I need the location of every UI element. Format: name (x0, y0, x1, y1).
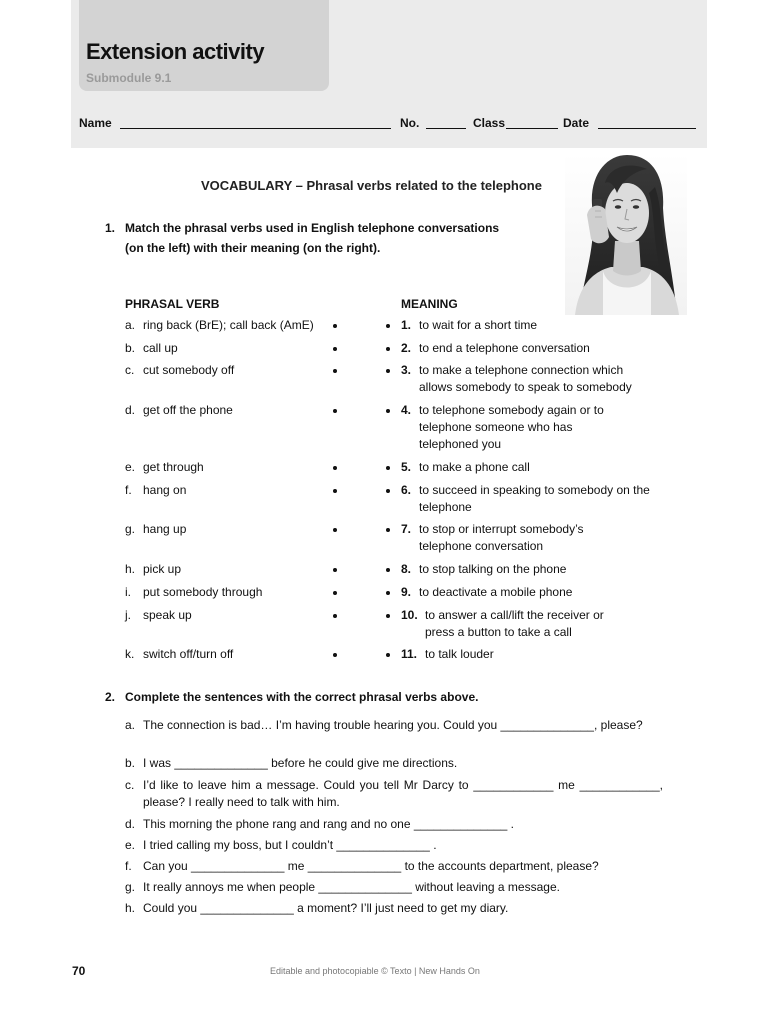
item-letter: f. (125, 859, 132, 873)
match-dot-right[interactable] (386, 489, 390, 493)
match-dot-right[interactable] (386, 466, 390, 470)
match-dot-right[interactable] (386, 614, 390, 618)
phrasal-verb-text: call up (143, 341, 178, 355)
meaning-text: to telephone somebody again or to telephone someone who has telephoned you (419, 403, 604, 451)
exercise-2-instruction (105, 687, 479, 707)
phrasal-verb-text: ring back (BrE); call back (AmE) (143, 318, 314, 332)
sentence-text: This morning the phone rang and rang and no one ______________ . (143, 817, 514, 831)
item-letter: j. (125, 608, 131, 622)
match-dot-left[interactable] (333, 653, 337, 657)
meaning-number: 5. (401, 460, 412, 474)
match-dot-left[interactable] (333, 568, 337, 572)
item-letter: g. (125, 880, 136, 894)
meaning-number: 1. (401, 318, 412, 332)
class-label: Class (473, 116, 506, 130)
match-dot-right[interactable] (386, 409, 390, 413)
meaning-text: to answer a call/lift the receiver or press a button to take a call (425, 608, 604, 639)
page-number: 70 (72, 964, 86, 978)
phrasal-verb-text: get off the phone (143, 403, 233, 417)
meaning-number: 2. (401, 341, 412, 355)
date-label: Date (563, 116, 590, 130)
item-letter: g. (125, 522, 136, 536)
instruction-line: (on the left) with their meaning (on the right). (125, 241, 381, 255)
sentence-text: I was ______________ before he could give me directions. (143, 756, 458, 770)
section-title: VOCABULARY – Phrasal verbs related to the telephone (201, 178, 542, 193)
item-letter: d. (125, 403, 136, 417)
meaning-number: 8. (401, 562, 412, 576)
sentence-text: Could you ______________ a moment? I’ll just need to get my diary. (143, 901, 509, 915)
item-letter: d. (125, 817, 136, 831)
meaning-number: 6. (401, 483, 412, 497)
match-dot-right[interactable] (386, 568, 390, 572)
match-dot-right[interactable] (386, 324, 390, 328)
meaning-text: to deactivate a mobile phone (419, 585, 573, 599)
instruction-line: Complete the sentences with the correct phrasal verbs above. (125, 690, 479, 704)
meaning-text: to stop or interrupt somebody’s telephone conversation (419, 522, 584, 553)
item-letter: e. (125, 838, 136, 852)
match-dot-left[interactable] (333, 591, 337, 595)
sentence-text: It really annoys me when people ______________ without leaving a message. (143, 880, 560, 894)
meaning-heading: MEANING (401, 297, 458, 311)
item-letter: a. (125, 718, 136, 732)
phrasal-verb-text: get through (143, 460, 204, 474)
phrasal-verb-text: speak up (143, 608, 192, 622)
item-letter: f. (125, 483, 132, 497)
instruction-line: Match the phrasal verbs used in English telephone conversations (125, 221, 500, 235)
number-field[interactable] (426, 128, 466, 129)
meaning-number: 4. (401, 403, 412, 417)
item-letter: h. (125, 901, 136, 915)
woman-on-phone-photo (565, 153, 687, 315)
match-dot-right[interactable] (386, 528, 390, 532)
match-dot-left[interactable] (333, 347, 337, 351)
meaning-number: 9. (401, 585, 412, 599)
meaning-text: to stop talking on the phone (419, 562, 567, 576)
item-letter: c. (125, 778, 135, 792)
match-dot-left[interactable] (333, 489, 337, 493)
phrasal-verb-text: cut somebody off (143, 363, 235, 377)
meaning-text: to make a telephone connection which allows somebody to speak to somebody (419, 363, 632, 394)
item-letter: e. (125, 460, 136, 474)
phrasal-verb-text: hang on (143, 483, 187, 497)
sentence-text: Can you ______________ me ______________ to the accounts department, please? (143, 859, 599, 873)
page-title: Extension activity (86, 39, 265, 64)
phrasal-verb-heading: PHRASAL VERB (125, 297, 220, 311)
match-dot-right[interactable] (386, 369, 390, 373)
exercise-1-number: 1. (105, 221, 116, 235)
item-letter: h. (125, 562, 136, 576)
phrasal-verb-text: switch off/turn off (143, 647, 234, 661)
footer-copyright: Editable and photocopiable © Texto | New Hands On (270, 966, 480, 976)
name-field[interactable] (120, 128, 391, 129)
sentence-text: I’d like to leave him a message. Could you tell Mr Darcy to ____________ me ____________, please? I really need to talk with him. (143, 778, 663, 809)
meaning-text: to succeed in speaking to somebody on the telephone (419, 483, 650, 514)
date-field[interactable] (598, 128, 696, 129)
match-dot-left[interactable] (333, 528, 337, 532)
exercise-1-instruction (105, 218, 500, 258)
item-letter: b. (125, 756, 136, 770)
number-label: No. (400, 116, 420, 130)
match-dot-left[interactable] (333, 466, 337, 470)
match-dot-right[interactable] (386, 653, 390, 657)
class-field[interactable] (506, 128, 558, 129)
meaning-number: 7. (401, 522, 412, 536)
item-letter: k. (125, 647, 135, 661)
meaning-text: to make a phone call (419, 460, 530, 474)
match-dot-left[interactable] (333, 324, 337, 328)
item-letter: a. (125, 318, 136, 332)
meaning-number: 3. (401, 363, 412, 377)
item-letter: c. (125, 363, 135, 377)
item-letter: b. (125, 341, 136, 355)
meaning-text: to wait for a short time (419, 318, 538, 332)
meaning-text: to end a telephone conversation (419, 341, 590, 355)
phrasal-verb-text: put somebody through (143, 585, 263, 599)
meaning-text: to talk louder (425, 647, 494, 661)
match-dot-left[interactable] (333, 409, 337, 413)
match-dot-left[interactable] (333, 369, 337, 373)
exercise-2-number: 2. (105, 690, 116, 704)
name-label: Name (79, 116, 112, 130)
phrasal-verb-text: hang up (143, 522, 187, 536)
sentence-text: I tried calling my boss, but I couldn’t ______________ . (143, 838, 437, 852)
item-letter: i. (125, 585, 131, 599)
meaning-number: 10. (401, 608, 418, 622)
sentence-text: The connection is bad… I’m having trouble hearing you. Could you ______________, please? (143, 718, 643, 732)
match-dot-left[interactable] (333, 614, 337, 618)
meaning-number: 11. (401, 647, 418, 661)
phrasal-verb-text: pick up (143, 562, 182, 576)
match-dot-right[interactable] (386, 347, 390, 351)
match-dot-right[interactable] (386, 591, 390, 595)
page-subtitle: Submodule 9.1 (86, 71, 172, 85)
